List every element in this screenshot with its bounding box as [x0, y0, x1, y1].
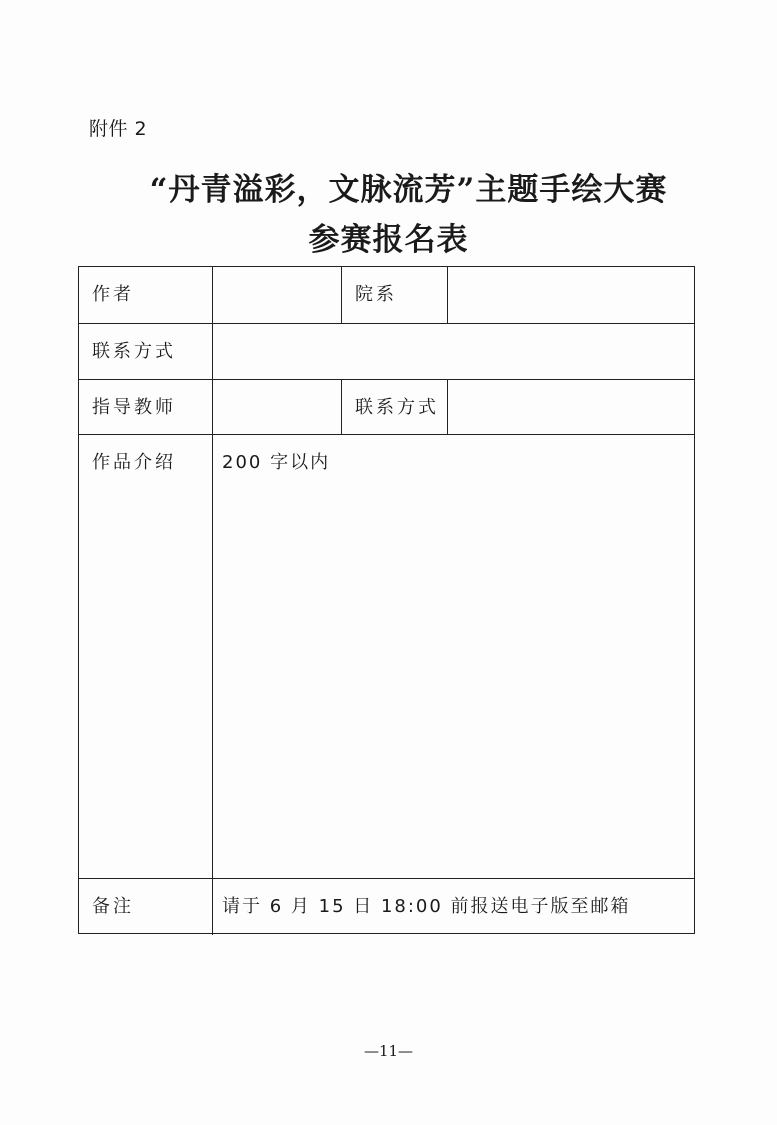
intro-label: 作品介绍	[92, 452, 176, 473]
contact-label: 联系方式	[92, 341, 176, 362]
advisor-contact-input[interactable]	[448, 380, 694, 434]
intro-input[interactable]: 200 字以内	[222, 452, 331, 473]
remarks-text: 请于 6 月 15 日 18:00 前报送电子版至邮箱	[222, 896, 631, 917]
page-number: —11—	[363, 1042, 414, 1060]
attachment-label: 附件 2	[89, 118, 148, 140]
author-input[interactable]	[213, 267, 341, 323]
contact-input[interactable]	[213, 324, 694, 379]
author-label: 作者	[92, 284, 134, 305]
form-subtitle: 参赛报名表	[308, 222, 469, 258]
remarks-label: 备注	[92, 896, 134, 917]
advisor-label: 指导教师	[92, 397, 176, 418]
department-input[interactable]	[448, 267, 694, 323]
registration-form-table	[78, 266, 695, 934]
department-label: 院系	[355, 284, 397, 305]
advisor-input[interactable]	[213, 380, 341, 434]
advisor-contact-label: 联系方式	[355, 397, 439, 418]
form-title: “丹青溢彩，文脉流芳”主题手绘大赛	[149, 172, 668, 208]
